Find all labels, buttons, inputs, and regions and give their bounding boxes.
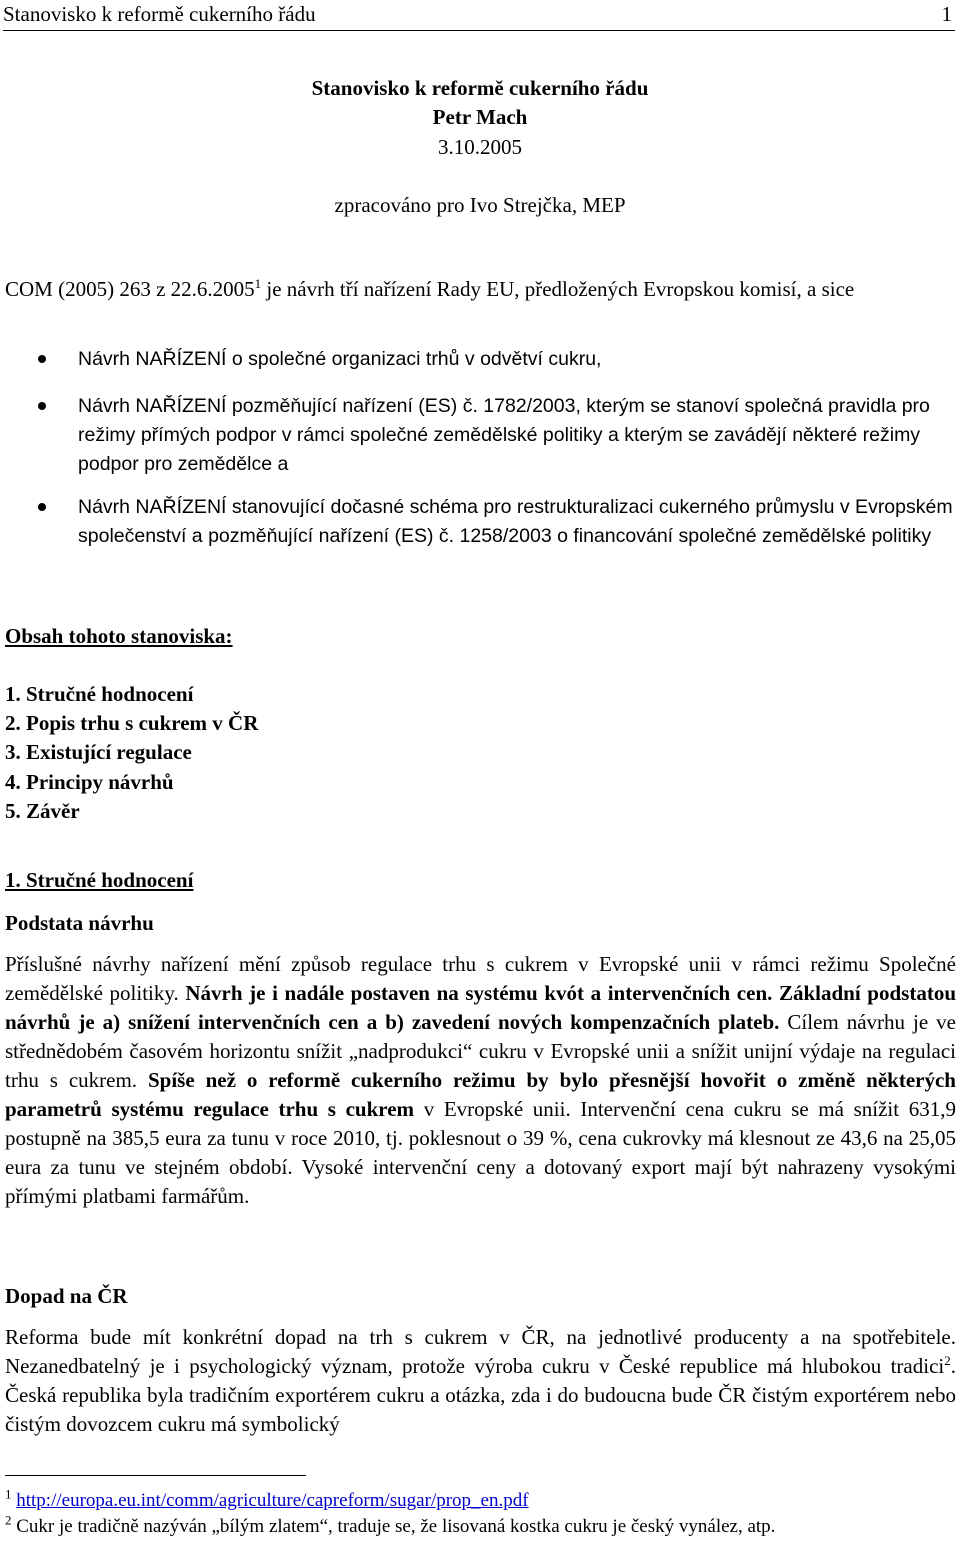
paragraph-text: Cílem návrhu je ve střednědobém časovém horizontu snížit „nadprodukci“ cukru v Evropské unii a snížit unijní výdaje na regulaci trhu s cukrem. [5, 1010, 956, 1092]
paragraph-text: v Evropské unii. Intervenční cena cukru se má snížit 631,9 postupně na 385,5 eura za tunu v roce 2010, tj. poklesnout o 39 %, cena cukrovky má klesnout ze 43,6 na 25,05 eura za tunu ve stejném období. Vysoké intervenční ceny a dotovaný export mají být nahrazeny vysokými přímými platbami farmářům. [5, 1097, 956, 1208]
toc-item[interactable]: 1. Stručné hodnocení [5, 682, 194, 706]
toc-item[interactable]: 3. Existující regulace [5, 740, 192, 765]
bullet-icon [38, 402, 46, 410]
paragraph-text: Příslušné návrhy nařízení mění způsob regulace trhu s cukrem v Evropské unii v rámci režimu Společné zemědělské politiky. [5, 952, 956, 1005]
list-item-text: Návrh NAŘÍZENÍ stanovující dočasné schéma pro restrukturalizaci cukerného průmyslu v Evropském společenství a pozměňující nařízení (ES) č. 1258/2003 o financování společné zemědělské politiky [78, 496, 953, 547]
list-item-text: Návrh NAŘÍZENÍ pozměňující nařízení (ES) č. 1782/2003, kterým se stanoví společná pravidla pro režimy přímých podpor v rámci společné zemědělské politiky a kterým se zavádějí některé režimy podpor pro zemědělce a [78, 395, 930, 475]
paragraph-text: . Česká republika byla tradičním exportérem cukru a otázka, zda i do budoucna bude ČR čistým exportérem nebo čistým dovozcem cukru má symbolický [5, 1354, 956, 1436]
footnote-separator [5, 1475, 306, 1476]
bullet-icon [38, 503, 46, 511]
list-item-text: Návrh NAŘÍZENÍ o společné organizaci trhů v odvětví cukru, [78, 348, 602, 370]
intro-text-b: je návrh tří nařízení Rady EU, předložených Evropskou komisí, a sice [261, 277, 855, 301]
footnote-2 [5, 1512, 776, 1539]
footnote-1 [5, 1486, 529, 1513]
body-paragraph [5, 950, 956, 1211]
document-author: Petr Mach [432, 105, 528, 129]
footnote-text: Cukr je tradičně nazýván „bílým zlatem“, traduje se, že lisovaná kostka cukru je český vynález, atp. [16, 1516, 776, 1537]
bullet-icon [38, 355, 46, 363]
subsection-heading: Dopad na ČR [5, 1284, 128, 1308]
intro-text-a: COM (2005) 263 z 22.6.2005 [5, 277, 255, 301]
emphasis-text: Spíše než o reformě cukerního režimu by bylo přesnější hovořit o změně některých parametrů systému regulace trhu s cukrem [5, 1068, 956, 1121]
toc-item[interactable]: 4. Principy návrhů [5, 769, 174, 794]
emphasis-text: Návrh je i nadále postaven na systému kvót a intervenčních cen. Základní podstatou návrhů je a) snížení intervenčních cen a b) zavedení nových kompenzačních plateb. [5, 981, 956, 1034]
footnote-ref-2[interactable]: 2 [944, 1353, 951, 1368]
prepared-for: zpracováno pro Ivo Strejčka, MEP [334, 193, 626, 217]
running-header [3, 0, 955, 31]
page-number: 1 [941, 2, 952, 26]
header-title: Stanovisko k reformě cukerního řádu [3, 2, 316, 26]
toc-item[interactable]: 5. Závěr [5, 798, 80, 823]
contents-heading: Obsah tohoto stanoviska: [5, 624, 233, 648]
paragraph-text: Reforma bude mít konkrétní dopad na trh s cukrem v ČR, na jednotlivé producenty a na spotřebitele. Nezanedbatelný je i psychologický význam, protože výroba cukru v České republice má hlubokou tradici [5, 1325, 956, 1378]
footnote-link[interactable]: http://europa.eu.int/comm/agriculture/capreform/sugar/prop_en.pdf [16, 1490, 529, 1511]
footnote-ref-1[interactable]: 1 [254, 276, 262, 291]
table-of-contents [5, 680, 258, 826]
footnote-mark: 1 [5, 1486, 12, 1502]
subsection-heading: Podstata návrhu [5, 911, 154, 935]
title-block [0, 74, 960, 220]
document-title: Stanovisko k reformě cukerního řádu [311, 76, 649, 100]
footnote-mark: 2 [5, 1512, 12, 1528]
document-date: 3.10.2005 [438, 135, 522, 159]
body-paragraph [5, 1323, 956, 1439]
toc-item[interactable]: 2. Popis trhu s cukrem v ČR [5, 711, 259, 736]
intro-paragraph [5, 275, 956, 304]
section-heading: 1. Stručné hodnocení [5, 868, 194, 892]
